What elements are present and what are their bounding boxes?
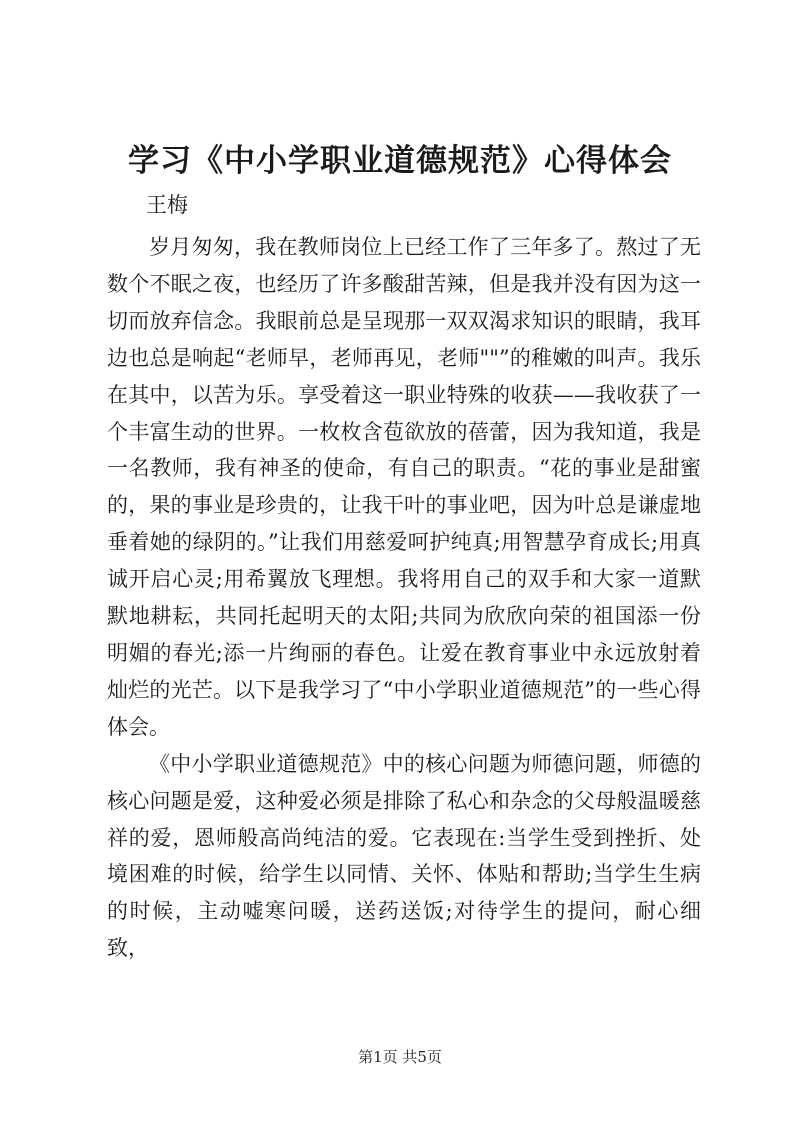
body-paragraph: 《中小学职业道德规范》中的核心问题为师德问题，师德的核心问题是爱，这种爱必须是排除了私心和杂念的父母般温暖慈祥的爱，恩师般高尚纯洁的爱。它表现在:当学生受到挫折、处境困难的时候，给学生以同情、关怀、体贴和帮助;当学生生病的时候，主动嘘寒问暖，送药送饭;对待学生的提问，耐心细致，	[107, 751, 701, 961]
body-paragraph: 岁月匆匆，我在教师岗位上已经工作了三年多了。熬过了无数个不眠之夜，也经历了许多酸甜苦辣，但是我并没有因为这一切而放弃信念。我眼前总是呈现那一双双渴求知识的眼睛，我耳边也总是响起“老师早，老师再见，老师""”的稚嫩的叫声。我乐在其中，以苦为乐。享受着这一职业特殊的收获——我收获了一个丰富生动的世界。一枚枚含苞欲放的蓓蕾，因为我知道，我是一名教师，我有神圣的使命，有自己的职责。“花的事业是甜蜜的，果的事业是珍贵的，让我干叶的事业吧，因为叶总是谦虚地垂着她的绿阴的。”让我们用慈爱呵护纯真;用智慧孕育成长;用真诚开启心灵;用希翼放飞理想。我将用自己的双手和大家一道默默地耕耘，共同托起明天的太阳;共同为欣欣向荣的祖国添一份明媚的春光;添一片绚丽的春色。让爱在教育事业中永远放射着灿烂的光芒。以下是我学习了“中小学职业道德规范”的一些心得体会。	[107, 235, 701, 739]
page-number-footer: 第1页 共5页	[358, 1048, 442, 1066]
author-name: 王梅	[146, 193, 188, 217]
document-body	[107, 229, 701, 967]
document-title: 学习《中小学职业道德规范》心得体会	[128, 143, 672, 179]
